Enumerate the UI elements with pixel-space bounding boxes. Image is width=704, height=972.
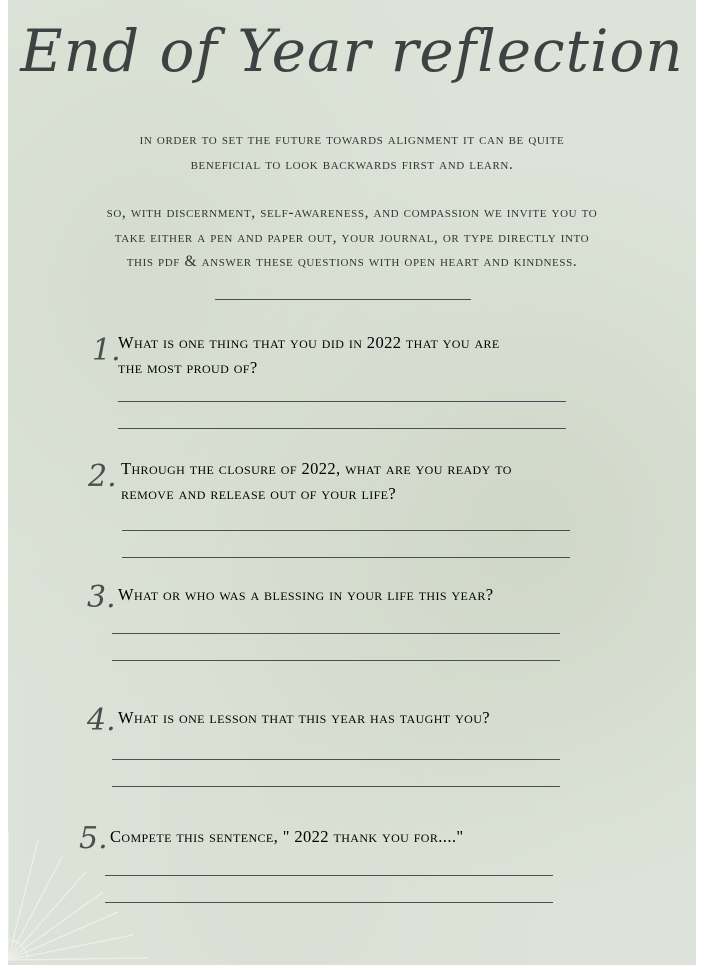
question-text-line: remove and release out of your life?: [121, 484, 397, 503]
question-text: [118, 330, 500, 380]
answer-line[interactable]: [122, 557, 570, 558]
answer-line[interactable]: [122, 530, 570, 531]
question-number: 1.: [92, 333, 121, 368]
sunburst-decoration-icon: [8, 830, 168, 965]
answer-line[interactable]: [112, 759, 560, 760]
answer-line[interactable]: [118, 401, 566, 402]
answer-line[interactable]: [112, 660, 560, 661]
answer-line[interactable]: [112, 786, 560, 787]
answer-line[interactable]: [105, 902, 553, 903]
intro-line: in order to set the future towards alignment it can be quite: [139, 131, 565, 148]
worksheet-page: [8, 0, 696, 965]
answer-line[interactable]: [105, 875, 553, 876]
question-text-line: Through the closure of 2022, what are you ready to: [121, 459, 512, 478]
question-text-line: What is one thing that you did in 2022 that you are: [118, 333, 500, 352]
question-number: 2.: [88, 459, 117, 494]
intro-line: beneficial to look backwards first and learn.: [190, 155, 514, 173]
intro-line: this pdf & answer these questions with open heart and kindness.: [126, 253, 578, 270]
question-number: 5.: [79, 821, 108, 856]
question-text: What or who was a blessing in your life this year?: [118, 585, 494, 604]
answer-line[interactable]: [112, 633, 560, 634]
intro-line: take either a pen and paper out, your journal, or type directly into: [114, 228, 590, 246]
question-text: What is one lesson that this year has taught you?: [118, 708, 490, 727]
question-text: [121, 456, 512, 506]
answer-line[interactable]: [118, 428, 566, 429]
question-text: Compete this sentence, " 2022 thank you for....": [110, 827, 464, 846]
intro-paragraph-2: [8, 201, 696, 275]
intro-line: so, with discernment, self-awareness, and compassion we invite you to: [106, 204, 598, 221]
intro-paragraph-1: [8, 128, 696, 177]
page-title: End of Year reflection: [20, 17, 684, 85]
question-number: 4.: [87, 703, 116, 738]
section-divider: [215, 299, 471, 300]
question-number: 3.: [87, 580, 116, 615]
question-text-line: the most proud of?: [118, 358, 258, 377]
